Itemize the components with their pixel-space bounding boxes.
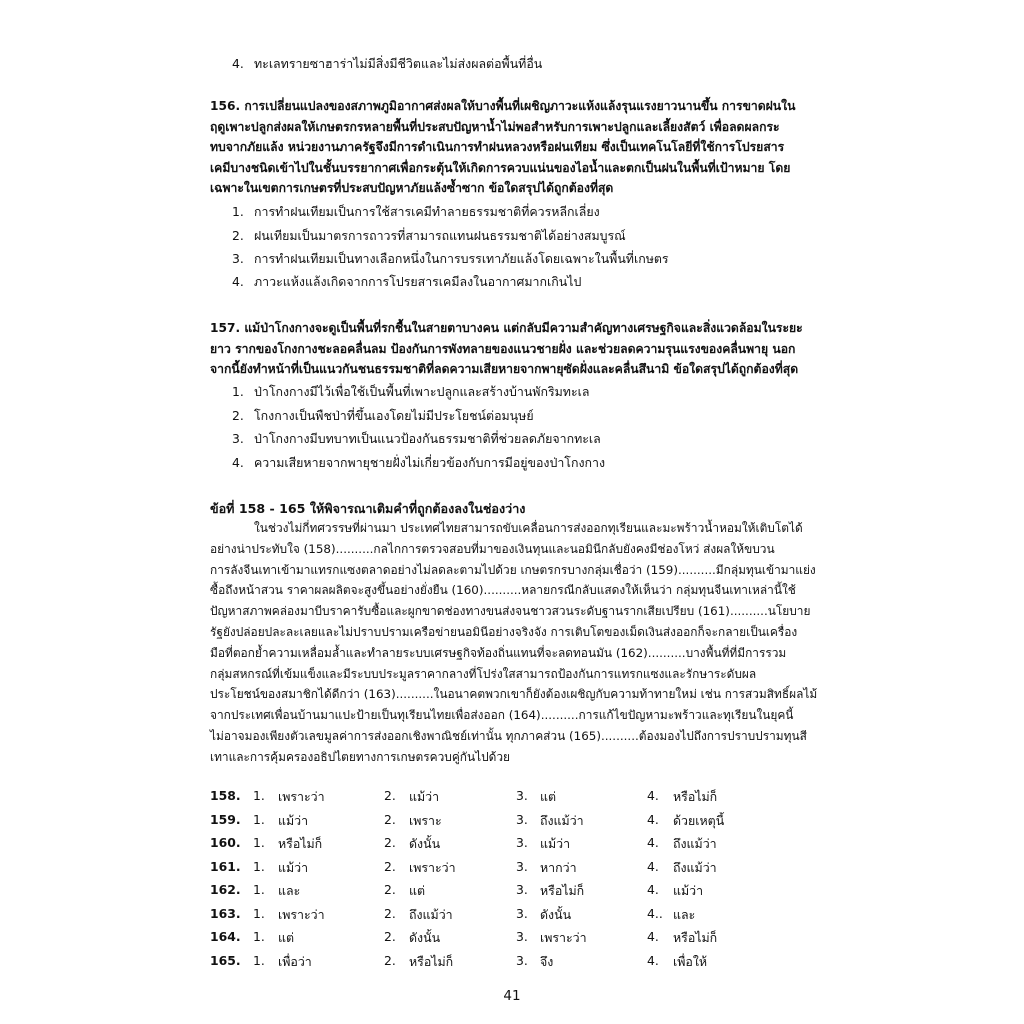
q156-line: ทบจากภัยแล้ง หน่วยงานภาครัฐจึงมีการดำเนินการทำฝนหลวงหรือฝนเทียม ซึ่งเป็นเทคโนโลยีที่ใช้การโปรยสาร: [210, 140, 785, 155]
choice-text: ดังนั้น: [540, 906, 572, 922]
choice-number: 4.: [647, 858, 659, 874]
choice-text: ถึงแม้ว่า: [673, 859, 717, 875]
choice-text: ถึงแม้ว่า: [673, 836, 717, 851]
q157-option-2: 2. โกงกางเป็นพืชป่าที่ขึ้นเองโดยไม่มีประโยชน์ต่อมนุษย์: [232, 408, 534, 423]
choice-text: และ: [278, 883, 301, 898]
passage-line: มือที่ตอกย้ำความเหลื่อมล้ำและทำลายระบบเศรษฐกิจท้องถิ่นแทนที่จะลดทอนมัน (162)..........บางพื้นที่ที่มีการรวม: [210, 645, 787, 660]
choice-text: แม้ว่า: [278, 859, 309, 875]
q157-line: จากนี้ยังทำหน้าที่เป็นแนวกันชนธรรมชาติที่ลดความเสียหายจากพายุซัดฝั่งและคลื่นสึนามิ ข้อใดสรุปได้ถูกต้องที่สุด: [210, 362, 799, 377]
q157-option-3: 3. ป่าโกงกางมีบทบาทเป็นแนวป้องกันธรรมชาติที่ช่วยลดภัยจากทะเล: [232, 431, 601, 446]
choice-text: เพราะว่า: [278, 906, 325, 922]
choice-number: 3.: [516, 788, 528, 803]
choice-number: 2.: [384, 788, 396, 803]
choice-number: 4.: [647, 882, 659, 897]
question-156-stem: [210, 96, 824, 199]
choice-number: 1.: [253, 952, 265, 968]
choice-text: ถึงแม้ว่า: [540, 812, 584, 828]
q157-line: ยาว รากของโกงกางชะลอคลื่นลม ป้องกันการพังทลายของแนวชายฝั่ง และช่วยลดความรุนแรงของคลื่นพายุ นอก: [210, 341, 796, 356]
choice-text: แต่: [540, 789, 557, 804]
choice-number: 2.: [384, 929, 396, 944]
choice-number: 4.: [647, 835, 659, 850]
choice-text: แม้ว่า: [278, 812, 309, 828]
q156-line: 156. การเปลี่ยนแปลงของสภาพภูมิอากาศส่งผลให้บางพื้นที่เผชิญภาวะแห้งแล้งรุนแรงยาวนานขึ้น การขาดฝนใน: [210, 99, 796, 113]
q156-option-1: 1. การทำฝนเทียมเป็นการใช้สารเคมีทำลายธรรมชาติที่ควรหลีกเลี่ยง: [232, 204, 600, 219]
choice-number: 1.: [253, 858, 265, 874]
choice-number: 3.: [516, 905, 528, 921]
passage-line: ในช่วงไม่กี่ทศวรรษที่ผ่านมา ประเทศไทยสามารถขับเคลื่อนการส่งออกทุเรียนและมะพร้าวน้ำหอมให้เติบโตได้: [254, 521, 803, 535]
choice-number: 4.: [647, 929, 659, 944]
choice-text: เพื่อว่า: [278, 953, 312, 969]
choice-text: จึง: [540, 953, 554, 969]
choice-number: 1.: [253, 929, 265, 944]
question-number: 163.: [210, 905, 241, 921]
choice-text: และ: [673, 906, 696, 922]
question-number: 165.: [210, 952, 241, 968]
passage-line: ประโยชน์ของสมาชิกได้ดีกว่า (163)..........ในอนาคตพวกเขาก็ยังต้องเผชิญกับความท้าทายใหม่ เช่น การสวมสิทธิ์ผลไม้: [210, 687, 818, 702]
question-number: 160.: [210, 835, 241, 850]
choice-text: ดังนั้น: [409, 930, 441, 945]
passage-line: รัฐยังปล่อยปละละเลยและไม่ปราบปรามเครือข่ายนอมินีอย่างจริงจัง การเติบโตของเม็ดเงินส่งออกก็จะกลายเป็นเครื่อง: [210, 624, 798, 639]
choice-number: 1.: [253, 788, 265, 803]
choice-text: หรือไม่ก็: [673, 930, 718, 945]
choice-number: 3.: [516, 858, 528, 874]
choice-number: 3.: [516, 882, 528, 897]
choice-number: 2.: [384, 905, 396, 921]
q156-option-4: 4. ภาวะแห้งแล้งเกิดจากการโปรยสารเคมีลงในอากาศมากเกินไป: [232, 274, 582, 289]
q156-option-3: 3. การทำฝนเทียมเป็นทางเลือกหนึ่งในการบรรเทาภัยแล้งโดยเฉพาะในพื้นที่เกษตร: [232, 251, 669, 266]
choice-number: 3.: [516, 952, 528, 968]
q156-line: เฉพาะในเขตการเกษตรที่ประสบปัญหาภัยแล้งซ้ำซาก ข้อใดสรุปได้ถูกต้องที่สุด: [210, 181, 614, 196]
choice-text: เพราะว่า: [278, 789, 325, 804]
choice-number: 1.: [253, 905, 265, 921]
choice-text: หรือไม่ก็: [278, 836, 323, 851]
choice-number: 2.: [384, 835, 396, 850]
choice-text: เพราะว่า: [409, 859, 456, 875]
choice-number: 3.: [516, 835, 528, 850]
choice-number: 2.: [384, 811, 396, 827]
passage-line: การลังจีนเทาเข้ามาแทรกแซงตลาดอย่างไม่ลดละตามไปด้วย เกษตรกรบางกลุ่มเชื่อว่า (159)..........มีกลุ่มทุนเข้ามาแย่ง: [210, 562, 816, 577]
passage-line: กลุ่มสหกรณ์ที่เข้มแข็งและมีระบบประมูลราคากลางที่โปร่งใสสามารถป้องกันการแทรกแซงและรักษาระดับผล: [210, 666, 757, 681]
passage-line: เทาและการคุ้มครองอธิปไตยทางการเกษตรควบคู่กันไปด้วย: [210, 749, 511, 764]
choice-number: 3.: [516, 811, 528, 827]
choice-number: 4.: [647, 952, 659, 968]
q156-option-2: 2. ฝนเทียมเป็นมาตรการถาวรที่สามารถแทนฝนธรรมชาติได้อย่างสมบูรณ์: [232, 228, 626, 243]
choice-number: 4..: [647, 905, 663, 921]
question-157-stem: [210, 318, 824, 380]
choice-number: 2.: [384, 952, 396, 968]
passage-line: ซื้อถึงหน้าสวน ราคาผลผลิตจะสูงขึ้นอย่างยั่งยืน (160)..........หลายกรณีกลับแสดงให้เห็นว่า กลุ่มทุนจีนเทาเหล่านี้ใช้: [210, 583, 796, 598]
question-number: 162.: [210, 882, 241, 897]
question-number: 158.: [210, 788, 241, 803]
choice-text: ดังนั้น: [409, 836, 441, 851]
q156-line: ฤดูเพาะปลูกส่งผลให้เกษตรกรหลายพื้นที่ประสบปัญหาน้ำไม่พอสำหรับการเพาะปลูกและเลี้ยงสัตว์ เพื่อลดผลกระ: [210, 119, 780, 134]
choice-text: เพราะว่า: [540, 930, 587, 945]
question-number: 159.: [210, 811, 241, 827]
choice-number: 4.: [647, 811, 659, 827]
choice-number: 4.: [647, 788, 659, 803]
choice-text: หรือไม่ก็: [540, 883, 585, 898]
choice-text: หรือไม่ก็: [409, 953, 454, 969]
choice-text: แม้ว่า: [540, 836, 571, 851]
choice-text: หากว่า: [540, 859, 577, 875]
passage-line: จากประเทศเพื่อนบ้านมาแปะป้ายเป็นทุเรียนไทยเพื่อส่งออก (164)..........การแก้ไขปัญหามะพร้าวและทุเรียนในยุคนี้: [210, 708, 794, 723]
choice-text: แต่: [409, 883, 426, 898]
choice-text: เพื่อให้: [673, 953, 708, 969]
section-heading: ข้อที่ 158 - 165 ให้พิจารณาเติมคำที่ถูกต้องลงในช่องว่าง: [210, 501, 526, 516]
passage-line: อย่างน่าประทับใจ (158)..........กลไกการตรวจสอบที่มาของเงินทุนและนอมินีกลับยังคงมีช่องโหว่ ส่งผลให้ขบวน: [210, 541, 775, 556]
choice-text: ถึงแม้ว่า: [409, 906, 453, 922]
passage-line: ปัญหาสภาพคล่องมาบีบราคารับซื้อและผูกขาดช่องทางขนส่งจนชาวสวนระดับฐานรากเสียเปรียบ (161)..........นโยบาย: [210, 604, 811, 619]
choice-text: แต่: [278, 930, 295, 945]
q155-option-4: 4. ทะเลทรายซาฮาร่าไม่มีสิ่งมีชีวิตและไม่ส่งผลต่อพื้นที่อื่น: [232, 56, 543, 71]
choice-text: แม้ว่า: [409, 789, 440, 804]
choice-text: ด้วยเหตุนี้: [673, 812, 725, 828]
choice-number: 1.: [253, 882, 265, 897]
q157-option-4: 4. ความเสียหายจากพายุชายฝั่งไม่เกี่ยวข้องกับการมีอยู่ของป่าโกงกาง: [232, 455, 606, 470]
q157-option-1: 1. ป่าโกงกางมีไว้เพื่อใช้เป็นพื้นที่เพาะปลูกและสร้างบ้านพักริมทะเล: [232, 384, 590, 399]
choice-number: 1.: [253, 811, 265, 827]
q156-line: เคมีบางชนิดเข้าไปในชั้นบรรยากาศเพื่อกระตุ้นให้เกิดการควบแน่นของไอน้ำและตกเป็นฝนในพื้นที่เป้าหมาย โดย: [210, 160, 791, 175]
choice-number: 3.: [516, 929, 528, 944]
choice-number: 2.: [384, 858, 396, 874]
question-number: 161.: [210, 858, 241, 874]
cloze-passage: [210, 518, 830, 768]
choice-text: แม้ว่า: [673, 883, 704, 898]
choice-text: หรือไม่ก็: [673, 789, 718, 804]
q157-line: 157. แม้ป่าโกงกางจะดูเป็นพื้นที่รกชื้นในสายตาบางคน แต่กลับมีความสำคัญทางเศรษฐกิจและสิ่งแวดล้อมในระยะ: [210, 321, 803, 335]
choice-text: เพราะ: [409, 812, 442, 828]
passage-line: ไม่อาจมองเพียงตัวเลขมูลค่าการส่งออกเชิงพาณิชย์เท่านั้น ทุกภาคส่วน (165)..........ต้องมองไปถึงการปราบปรามทุนสี: [210, 728, 807, 743]
choice-number: 1.: [253, 835, 265, 850]
choice-number: 2.: [384, 882, 396, 897]
question-number: 164.: [210, 929, 241, 944]
page-number: 41: [503, 988, 521, 1004]
